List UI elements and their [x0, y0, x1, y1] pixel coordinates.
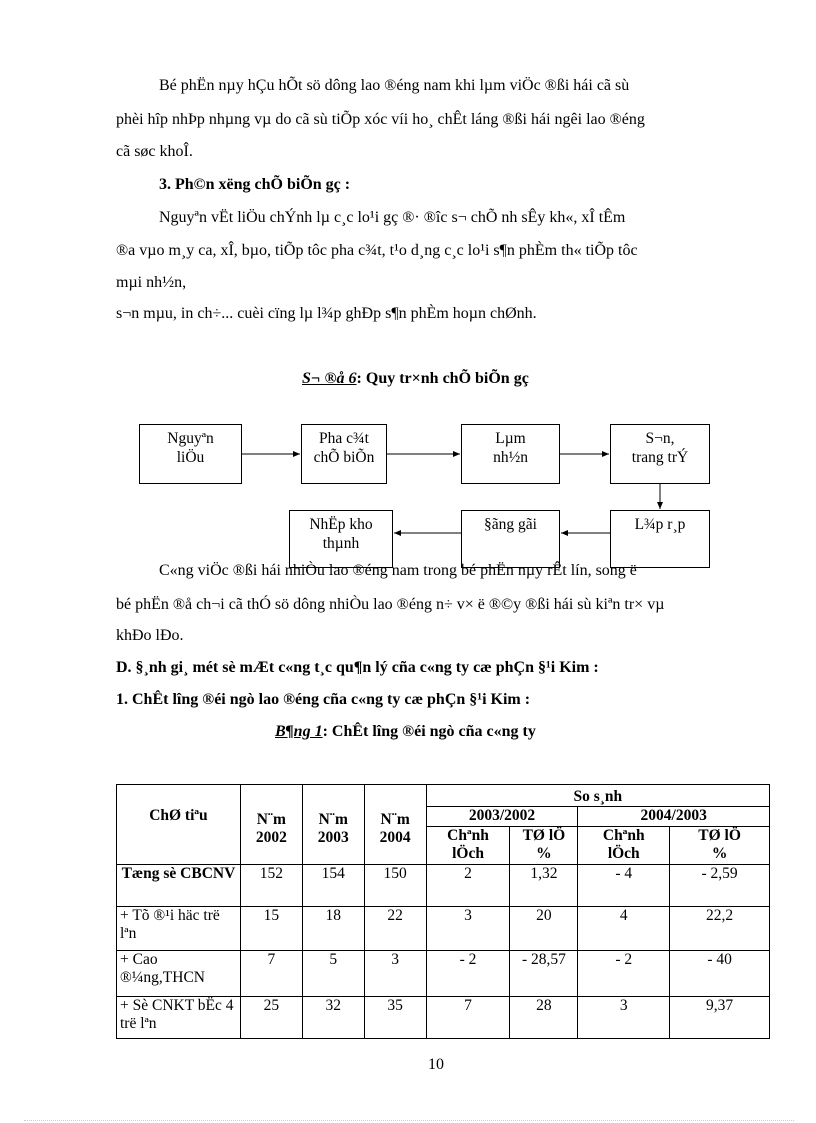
header-period-1: [426, 807, 578, 827]
flow-box-text: chÕ biÕn: [313, 449, 375, 466]
header-text: 2004: [379, 829, 411, 846]
header-text: 2003: [317, 829, 349, 846]
header-2002: [240, 785, 302, 865]
paragraph-line: s¬n mµu, in ch÷... cuèi cïng lµ l¾p ghÐp s¶n phÈm hoµn chØnh.: [116, 305, 537, 322]
header-text: %: [711, 845, 728, 862]
header-text: Chªnh: [447, 827, 489, 844]
paragraph-line: Nguyªn vËt liÖu chÝnh lµ c¸c lo¹i gç ®· ®îc s¬ chÕ nh sÊy kh«, xÎ tÊm: [159, 209, 626, 226]
header-2004: [364, 785, 426, 865]
cell-2003: 18: [302, 907, 364, 951]
header-text: lÖch: [452, 845, 484, 862]
cell-rate-2: 22,2: [670, 907, 770, 951]
cell-diff-2: - 2: [578, 951, 670, 997]
cell-diff-2: 3: [578, 997, 670, 1039]
cell-2002: 7: [240, 951, 302, 997]
cell-rate-2: - 2,59: [670, 865, 770, 907]
header-text: 2003/2002: [468, 807, 536, 824]
page-divider: [24, 1120, 794, 1121]
cell-2002: 152: [240, 865, 302, 907]
paragraph-line: C«ng viÖc ®ßi hái nhiÒu lao ®éng nam trong bé phËn nµy rÊt lín, song ë: [159, 562, 637, 579]
header-chitieu: [117, 785, 241, 865]
cell-diff-2: - 4: [578, 865, 670, 907]
cell-2003: 5: [302, 951, 364, 997]
cell-2002: 25: [240, 997, 302, 1039]
header-text: TØ lÖ: [698, 827, 741, 844]
cell-rate-1: - 28,57: [510, 951, 578, 997]
header-text: N¨m: [318, 811, 348, 828]
cell-2002: 15: [240, 907, 302, 951]
cell-rate-2: 9,37: [670, 997, 770, 1039]
cell-2004: 22: [364, 907, 426, 951]
header-text: %: [536, 845, 552, 862]
header-diff-1: [426, 827, 510, 865]
paragraph-line: khÐo lÐo.: [116, 627, 184, 644]
row-label: + Tõ ®¹i häc trë lªn: [117, 907, 241, 951]
table-caption-text: : ChÊt lîng ®éi ngò cña c«ng ty: [322, 723, 536, 740]
table-row: [117, 907, 770, 951]
cell-diff-1: 2: [426, 865, 510, 907]
header-period-2: [578, 807, 770, 827]
header-text: Chªnh: [602, 827, 645, 844]
flow-box-text: NhËp kho: [309, 516, 373, 533]
header-text: 2002: [255, 829, 287, 846]
header-2003: [302, 785, 364, 865]
table-row: [117, 865, 770, 907]
table-row: [117, 997, 770, 1039]
header-text: 2004/2003: [640, 807, 707, 824]
row-label: + Cao ®¼ng,THCN: [117, 951, 241, 997]
flow-box-text: nh½n: [493, 449, 528, 466]
flow-box-text: thµnh: [322, 535, 360, 552]
cell-2004: 150: [364, 865, 426, 907]
diagram-caption-label: S¬ ®å 6: [302, 370, 357, 387]
cell-diff-1: 7: [426, 997, 510, 1039]
section-heading: 3. Ph©n xëng chÕ biÕn gç :: [159, 176, 351, 193]
flow-box-text: §ãng gãi: [484, 516, 537, 533]
paragraph-line: Bé phËn nµy hÇu hÕt sö dông lao ®éng nam khi lµm viÖc ®ßi hái cã sù: [159, 77, 630, 94]
page-number: 10: [428, 1056, 444, 1073]
row-label: Tæng sè CBCNV: [117, 865, 241, 907]
section-heading: D. §¸nh gi¸ mét sè mÆt c«ng t¸c qu¶n lý cña c«ng ty cæ phÇn §¹i Kim :: [116, 659, 599, 676]
cell-rate-1: 20: [510, 907, 578, 951]
paragraph-line: mµi nh½n,: [116, 274, 187, 291]
section-heading: 1. ChÊt lîng ®éi ngò lao ®éng cña c«ng ty cæ phÇn §¹i Kim :: [116, 691, 531, 708]
header-text: ChØ tiªu: [149, 807, 208, 824]
cell-rate-1: 28: [510, 997, 578, 1039]
flow-box-text: S¬n,: [645, 430, 675, 447]
row-label: + Sè CNKT bËc 4 trë lªn: [117, 997, 241, 1039]
cell-2003: 154: [302, 865, 364, 907]
flow-box-text: Lµm: [495, 430, 526, 447]
cell-2004: 3: [364, 951, 426, 997]
header-sosanh: [426, 785, 769, 807]
paragraph-line: phèi hîp nhÞp nhµng vµ do cã sù tiÕp xóc víi ho¸ chÊt láng ®ßi hái ngêi lao ®éng: [116, 111, 645, 128]
cell-diff-1: - 2: [426, 951, 510, 997]
header-diff-2: [578, 827, 670, 865]
header-text: N¨m: [256, 811, 286, 828]
header-rate-2: [670, 827, 770, 865]
paragraph-line: ®a vµo m¸y ca, xÎ, bµo, tiÕp tôc pha c¾t, t¹o d¸ng c¸c lo¹i s¶n phÈm th« tiÕp tôc: [116, 242, 638, 259]
paragraph-line: bé phËn ®å ch¬i cã thÓ sö dông nhiÒu lao ®éng n÷ v× ë ®©y ®ßi hái sù kiªn tr× vµ: [116, 596, 665, 613]
flow-box-text: trang trÝ: [631, 449, 689, 466]
diagram-caption-text: : Quy tr×nh chÕ biÕn gç: [356, 370, 529, 387]
header-text: TØ lÖ: [522, 827, 566, 844]
table-row: [117, 951, 770, 997]
cell-diff-1: 3: [426, 907, 510, 951]
header-text: N¨m: [380, 811, 410, 828]
flow-box-text: liÖu: [176, 449, 205, 466]
cell-diff-2: 4: [578, 907, 670, 951]
cell-rate-2: - 40: [670, 951, 770, 997]
table-caption-label: B¶ng 1: [275, 723, 323, 740]
staff-quality-table: [116, 784, 770, 1039]
cell-rate-1: 1,32: [510, 865, 578, 907]
flow-box-text: L¾p r¸p: [634, 516, 686, 533]
cell-2004: 35: [364, 997, 426, 1039]
cell-2003: 32: [302, 997, 364, 1039]
table-caption: [275, 724, 536, 740]
paragraph-line: cã søc khoÎ.: [116, 143, 193, 160]
header-rate-1: [510, 827, 578, 865]
header-text: lÖch: [607, 845, 640, 862]
header-text: So s¸nh: [573, 788, 623, 805]
flow-box-text: Nguyªn: [167, 430, 214, 447]
flow-box-text: Pha c¾t: [319, 430, 369, 447]
